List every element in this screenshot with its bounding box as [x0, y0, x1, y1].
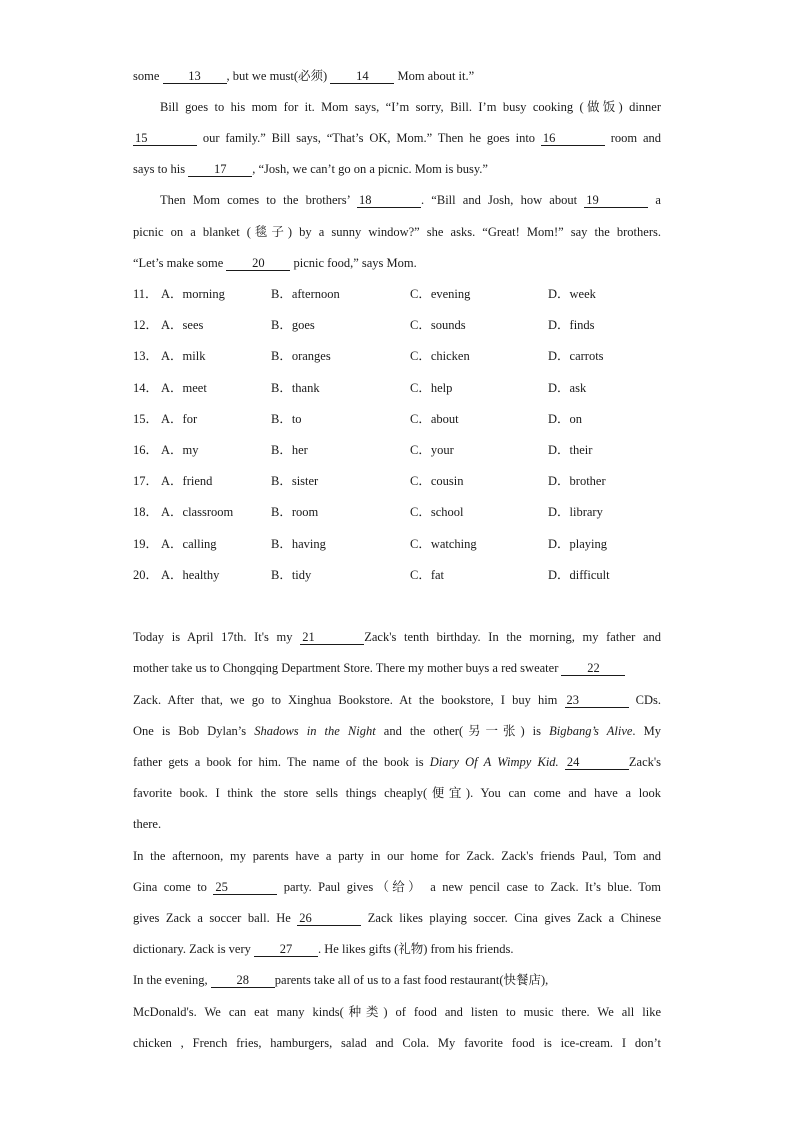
question-number: 17． — [133, 474, 159, 488]
answer-blank: 20 — [226, 257, 290, 271]
question-number: 14． — [133, 381, 159, 395]
option-c[interactable]: C．school — [410, 505, 464, 519]
answer-blank: 22 — [561, 662, 625, 676]
option-c[interactable]: C．sounds — [410, 318, 466, 332]
text-segment: Zack's — [628, 755, 661, 769]
question-number: 11． — [133, 287, 158, 301]
text-segment: Zack. After that, we go to Xinghua Bookstore. At the bookstore, I buy him — [133, 693, 565, 707]
option-a[interactable]: A．friend — [161, 474, 213, 488]
text-segment: and the other(另一张) is — [375, 724, 550, 738]
answer-blank: 25 — [213, 881, 277, 895]
passage2-line — [133, 785, 661, 801]
option-d[interactable]: D．difficult — [548, 568, 610, 582]
option-d[interactable]: D．week — [548, 287, 596, 301]
text-segment: there. — [133, 817, 162, 831]
option-d[interactable]: D．on — [548, 412, 583, 426]
text-segment: room and — [604, 131, 661, 145]
text-segment: Then Mom comes to the brothers’ — [160, 193, 357, 207]
answer-blank: 28 — [211, 974, 275, 988]
option-c[interactable]: C．fat — [410, 568, 445, 582]
option-b[interactable]: B．room — [271, 505, 319, 519]
answer-blank: 15 — [133, 132, 197, 146]
text-segment: picnic food,” says Mom. — [290, 256, 417, 270]
option-d[interactable]: D．library — [548, 505, 603, 519]
option-b[interactable]: B．sister — [271, 474, 319, 488]
passage2-line — [133, 692, 661, 708]
option-d[interactable]: D．brother — [548, 474, 606, 488]
answer-blank: 17 — [188, 163, 252, 177]
option-b[interactable]: B．tidy — [271, 568, 312, 582]
text-segment: One is Bob Dylan’s — [133, 724, 255, 738]
text-segment: says to his — [133, 162, 189, 176]
text-segment: some — [133, 69, 163, 83]
passage2-line — [133, 754, 661, 770]
answer-blank: 19 — [584, 194, 648, 208]
option-c[interactable]: C．evening — [410, 287, 471, 301]
text-segment: . He likes gifts (礼物) from his friends. — [318, 942, 514, 956]
passage2-line — [133, 723, 661, 739]
answer-blank: 13 — [163, 70, 227, 84]
text-segment: Gina come to — [133, 880, 214, 894]
passage2-line — [133, 879, 661, 895]
option-a[interactable]: A．meet — [161, 381, 207, 395]
option-a[interactable]: A．my — [161, 443, 199, 457]
text-segment: parents take all of us to a fast food restaurant(快餐店), — [274, 973, 549, 987]
text-segment: Bill goes to his mom for it. Mom says, “I’m sorry, Bill. I’m busy cooking (做饭) dinner — [160, 100, 661, 114]
text-segment: In the evening, — [133, 973, 211, 987]
passage1-line — [133, 192, 661, 208]
option-b[interactable]: B．afternoon — [271, 287, 340, 301]
question-number: 13． — [133, 349, 159, 363]
answer-blank: 21 — [300, 631, 364, 645]
text-segment: mother take us to Chongqing Department Store. There my mother buys a red sweater — [133, 661, 562, 675]
passage2-line — [133, 629, 661, 645]
italic-title: Bigbang’s Alive — [549, 724, 633, 738]
option-a[interactable]: A．classroom — [161, 505, 234, 519]
option-d[interactable]: D．finds — [548, 318, 595, 332]
question-number: 12． — [133, 318, 159, 332]
option-c[interactable]: C．your — [410, 443, 454, 457]
option-b[interactable]: B．goes — [271, 318, 315, 332]
option-a[interactable]: A．milk — [161, 349, 206, 363]
text-segment: picnic on a blanket (毯子) by a sunny window?” she asks. “Great! Mom!” say the brothers. — [133, 225, 661, 239]
passage1-line — [133, 224, 661, 240]
text-segment: , “Josh, we can’t go on a picnic. Mom is busy.” — [252, 162, 488, 176]
text-segment: CDs. — [628, 693, 661, 707]
option-b[interactable]: B．to — [271, 412, 302, 426]
option-d[interactable]: D．playing — [548, 537, 608, 551]
passage2-line — [133, 816, 661, 832]
passage1-line — [133, 161, 661, 177]
passage2-line — [133, 910, 661, 926]
text-segment: . “Bill and Josh, how about — [421, 193, 585, 207]
text-segment: . My — [632, 724, 661, 738]
option-a[interactable]: A．morning — [161, 287, 225, 301]
text-segment: father gets a book for him. The name of the book is — [133, 755, 430, 769]
answer-blank: 16 — [541, 132, 605, 146]
option-c[interactable]: C．about — [410, 412, 459, 426]
text-segment: Zack's tenth birthday. In the morning, my father and — [364, 630, 661, 644]
text-segment: a — [648, 193, 661, 207]
question-number: 18． — [133, 505, 159, 519]
passage1-line — [133, 68, 661, 84]
text-segment: our family.” Bill says, “That’s OK, Mom.” Then he goes into — [197, 131, 541, 145]
option-c[interactable]: C．help — [410, 381, 453, 395]
italic-title: Shadows in the Night — [254, 724, 376, 738]
text-segment: In the afternoon, my parents have a party in our home for Zack. Zack's friends Paul, Tom and — [133, 849, 661, 863]
text-segment: McDonald's. We can eat many kinds(种类) of food and listen to music there. We all like — [133, 1005, 661, 1019]
text-segment: dictionary. Zack is very — [133, 942, 255, 956]
option-c[interactable]: C．chicken — [410, 349, 470, 363]
question-number: 15． — [133, 412, 159, 426]
text-segment: Zack likes playing soccer. Cina gives Zack a Chinese — [361, 911, 661, 925]
text-segment: , but we must(必须) — [226, 69, 331, 83]
passage2-line — [133, 1035, 661, 1051]
text-segment: Mom about it.” — [394, 69, 475, 83]
option-a[interactable]: A．healthy — [161, 568, 220, 582]
answer-blank: 18 — [357, 194, 421, 208]
passage1-line — [133, 130, 661, 146]
option-c[interactable]: C．cousin — [410, 474, 464, 488]
question-number: 20． — [133, 568, 159, 582]
answer-blank: 27 — [254, 943, 318, 957]
option-d[interactable]: D．their — [548, 443, 593, 457]
option-b[interactable]: B．her — [271, 443, 308, 457]
text-segment: gives Zack a soccer ball. He — [133, 911, 298, 925]
option-a[interactable]: A．calling — [161, 537, 217, 551]
answer-blank: 24 — [565, 756, 629, 770]
text-segment: chicken , French fries, hamburgers, salad and Cola. My favorite food is ice-cream. I don’t — [133, 1036, 661, 1050]
answer-blank: 23 — [565, 694, 629, 708]
italic-title: Diary Of A Wimpy Kid. — [429, 755, 559, 769]
option-c[interactable]: C．watching — [410, 537, 477, 551]
passage2-line — [133, 972, 661, 988]
text-segment: party. Paul gives（给） a new pencil case to Zack. It’s blue. Tom — [277, 880, 661, 894]
passage2-line — [133, 1004, 661, 1020]
passage2-line — [133, 660, 661, 676]
option-a[interactable]: A．for — [161, 412, 198, 426]
option-d[interactable]: D．carrots — [548, 349, 604, 363]
text-segment: Today is April 17th. It's my — [133, 630, 301, 644]
option-d[interactable]: D．ask — [548, 381, 587, 395]
passage1-line — [133, 255, 661, 271]
question-number: 19． — [133, 537, 159, 551]
option-b[interactable]: B．having — [271, 537, 326, 551]
text-segment: “Let’s make some — [133, 256, 227, 270]
option-a[interactable]: A．sees — [161, 318, 204, 332]
passage1-line — [133, 99, 661, 115]
option-b[interactable]: B．thank — [271, 381, 320, 395]
passage2-line — [133, 848, 661, 864]
text-segment: favorite book. I think the store sells things cheaply(便宜). You can come and have a look — [133, 786, 661, 800]
question-number: 16． — [133, 443, 159, 457]
answer-blank: 26 — [297, 912, 361, 926]
answer-blank: 14 — [330, 70, 394, 84]
passage2-line — [133, 941, 661, 957]
option-b[interactable]: B．oranges — [271, 349, 331, 363]
